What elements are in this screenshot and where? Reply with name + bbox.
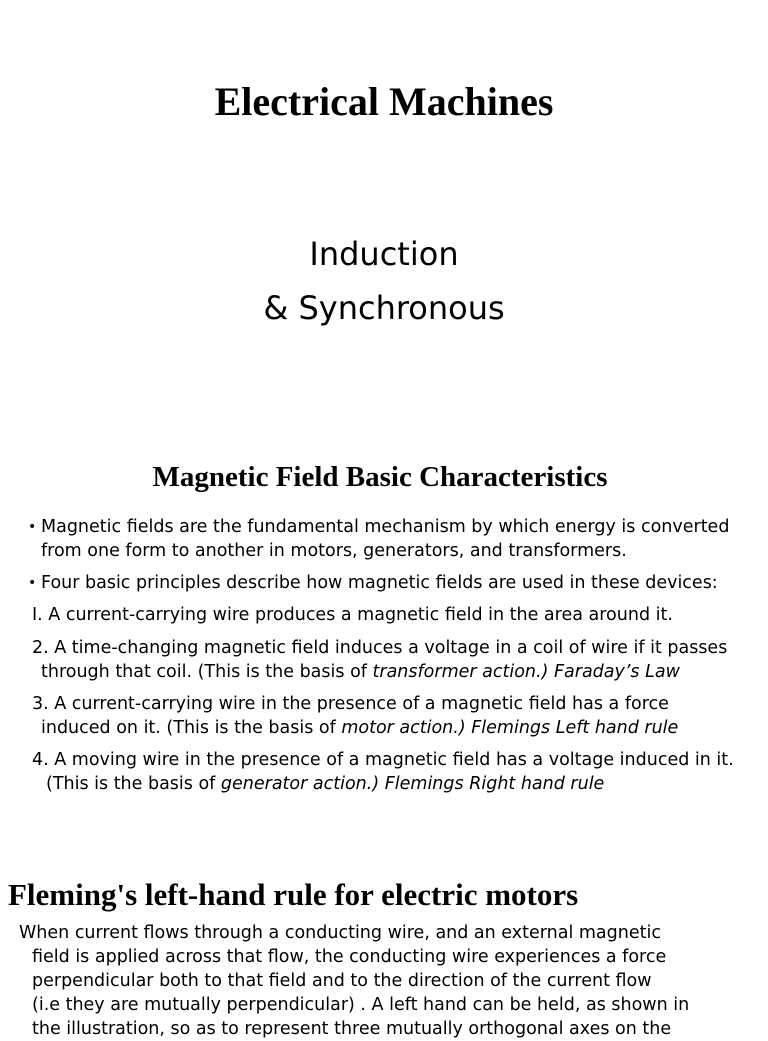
bullet-2-line-1: Four basic principles describe how magnetic fields are used in these devices:	[41, 573, 718, 593]
paragraph-line: When current flows through a conducting wire, and an external magnetic	[19, 923, 661, 943]
paragraph-line: the illustration, so as to represent three mutually orthogonal axes on the	[32, 1019, 672, 1039]
principle-2-line-1: 2. A time-changing magnetic field induces a voltage in a coil of wire if it passes	[32, 638, 728, 658]
page-title: Electrical Machines	[214, 79, 554, 124]
principle-1-line-1: I. A current-carrying wire produces a magnetic field in the area around it.	[32, 605, 673, 625]
bullet-icon: •	[28, 519, 37, 535]
subtitle-line-1: Induction	[309, 235, 459, 273]
bullet-icon: •	[28, 575, 37, 591]
bullet-1-line-2: from one form to another in motors, generators, and transformers.	[41, 541, 627, 561]
principle-2-line-2: through that coil. (This is the basis of transformer action.) Faraday’s Law	[41, 662, 680, 682]
principle-3-line-2: induced on it. (This is the basis of motor action.) Flemings Left hand rule	[41, 718, 679, 738]
principle-4-line-2: (This is the basis of generator action.) Flemings Right hand rule	[46, 774, 605, 794]
paragraph-line: perpendicular both to that field and to the direction of the current flow	[32, 971, 652, 991]
paragraph-line: field is applied across that flow, the conducting wire experiences a force	[32, 947, 667, 967]
principle-3-line-1: 3. A current-carrying wire in the presence of a magnetic field has a force	[32, 694, 669, 714]
paragraph-line: (i.e they are mutually perpendicular) . A left hand can be held, as shown in	[32, 995, 690, 1015]
bullet-1-line-1: Magnetic fields are the fundamental mechanism by which energy is converted	[41, 517, 730, 537]
subtitle-line-2: & Synchronous	[263, 289, 505, 327]
section-heading-fleming: Fleming's left-hand rule for electric motors	[8, 877, 579, 912]
section-heading: Magnetic Field Basic Characteristics	[152, 461, 608, 493]
principle-4-line-1: 4. A moving wire in the presence of a magnetic field has a voltage induced in it.	[32, 750, 734, 770]
